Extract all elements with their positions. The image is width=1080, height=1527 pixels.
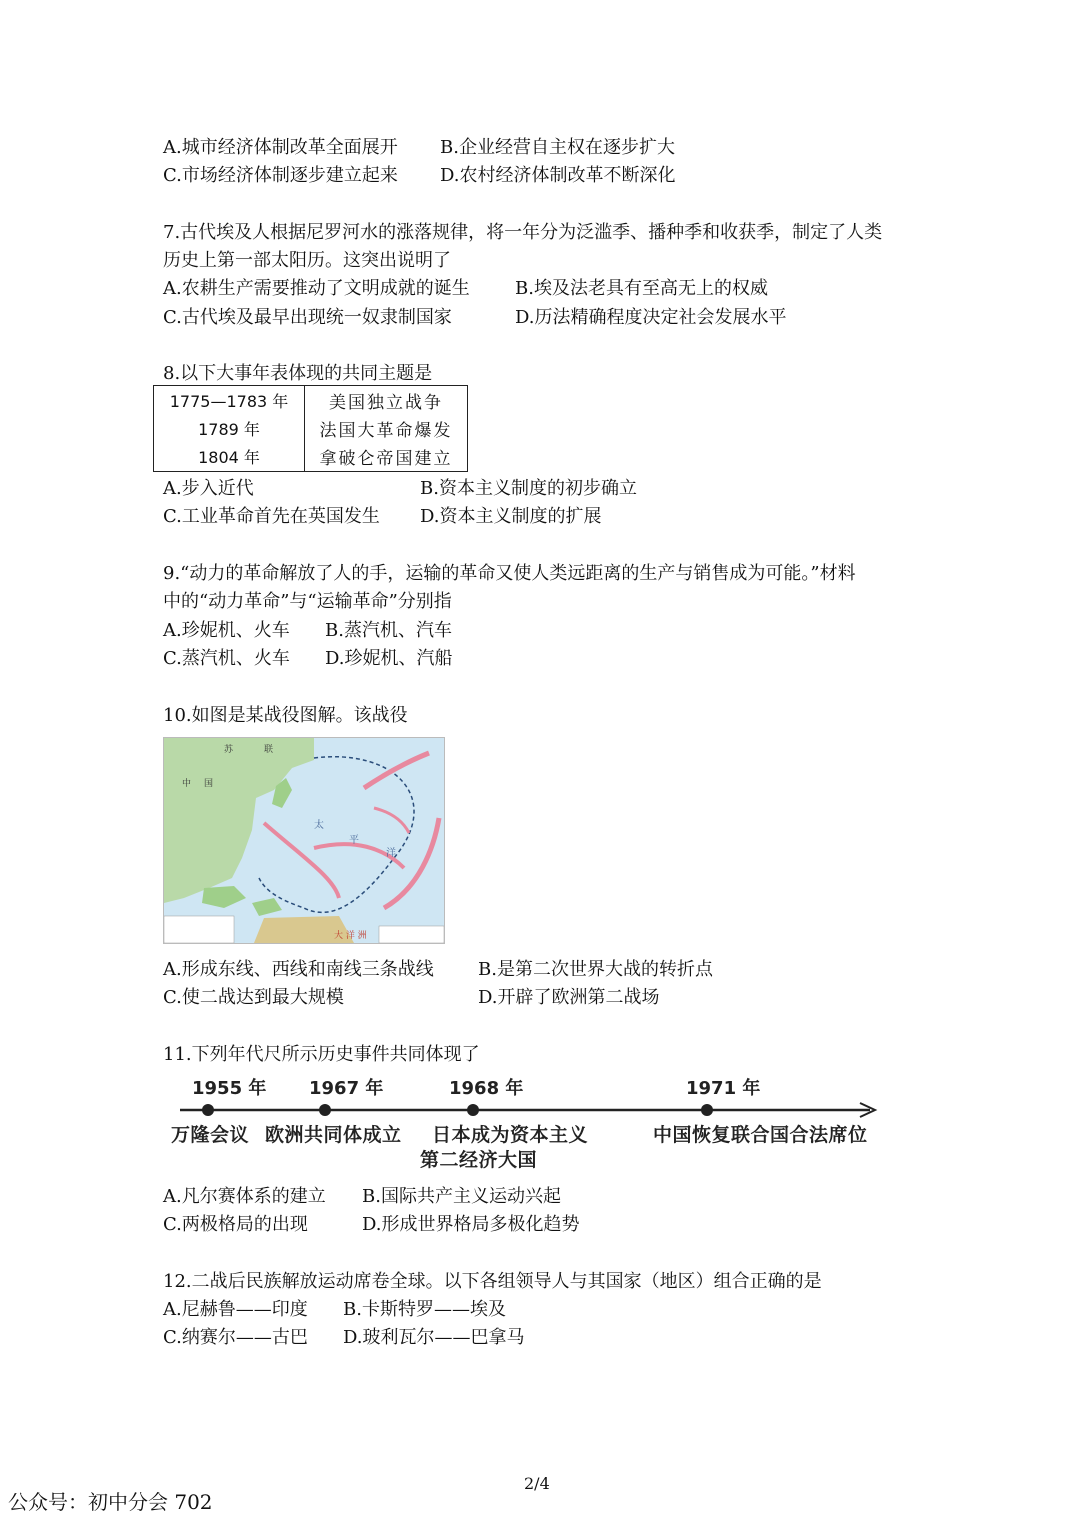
timeline-year: 1967 年 bbox=[309, 1078, 384, 1099]
q12-option-c: C.纳赛尔——古巴 bbox=[163, 1327, 308, 1348]
map-label-china: 中 bbox=[182, 779, 192, 789]
table-year: 1804 年 bbox=[154, 443, 305, 472]
timeline-event: 欧洲共同体成立 bbox=[265, 1124, 402, 1146]
page-number: 2/4 bbox=[524, 1474, 550, 1493]
q12-option-a: A.尼赫鲁——印度 bbox=[163, 1299, 308, 1320]
q9-option-d: D.珍妮机、汽船 bbox=[325, 648, 453, 669]
table-event: 拿破仑帝国建立 bbox=[319, 449, 453, 470]
q11-option-c: C.两极格局的出现 bbox=[163, 1214, 308, 1235]
q11-stem: 11.下列年代尺所示历史事件共同体现了 bbox=[163, 1044, 480, 1065]
q7-stem-line2: 历史上第一部太阳历。这突出说明了 bbox=[163, 250, 451, 271]
q6-option-c: C.市场经济体制逐步建立起来 bbox=[163, 165, 398, 186]
table-year: 1775—1783 年 bbox=[154, 386, 305, 415]
map-label-ocean2: 平 bbox=[349, 835, 359, 846]
q7-option-a: A.农耕生产需要推动了文明成就的诞生 bbox=[163, 278, 470, 299]
q11-option-d: D.形成世界格局多极化趋势 bbox=[362, 1214, 580, 1235]
q10-option-b: B.是第二次世界大战的转折点 bbox=[478, 959, 713, 980]
q12-option-d: D.玻利瓦尔——巴拿马 bbox=[343, 1327, 525, 1348]
q8-option-b: B.资本主义制度的初步确立 bbox=[420, 478, 637, 499]
q12-stem: 12.二战后民族解放运动席卷全球。以下各组领导人与其国家（地区）组合正确的是 bbox=[163, 1271, 822, 1292]
q8-option-d: D.资本主义制度的扩展 bbox=[420, 506, 602, 527]
map-label-ussr: 苏 bbox=[224, 745, 234, 755]
battle-map-image bbox=[164, 738, 444, 943]
map-label-ocean1: 太 bbox=[314, 820, 324, 831]
q10-option-d: D.开辟了欧洲第二战场 bbox=[478, 987, 660, 1008]
table-event: 法国大革命爆发 bbox=[319, 420, 453, 441]
q7-option-b: B.埃及法老具有至高无上的权威 bbox=[515, 278, 768, 299]
q11-option-b: B.国际共产主义运动兴起 bbox=[362, 1186, 561, 1207]
q8-option-c: C.工业革命首先在英国发生 bbox=[163, 506, 380, 527]
q7-option-d: D.历法精确程度决定社会发展水平 bbox=[515, 307, 787, 328]
q7-option-c: C.古代埃及最早出现统一奴隶制国家 bbox=[163, 307, 452, 328]
timeline-event: 日本成为资本主义 bbox=[432, 1124, 589, 1146]
timeline-year: 1971 年 bbox=[686, 1078, 761, 1099]
table-event: 美国独立战争 bbox=[329, 392, 443, 413]
battle-map bbox=[163, 737, 445, 944]
timeline-event: 中国恢复联合国合法席位 bbox=[653, 1124, 868, 1146]
timeline-event-line2: 第二经济大国 bbox=[420, 1149, 538, 1171]
table-row bbox=[154, 386, 468, 415]
q12-option-b: B.卡斯特罗——埃及 bbox=[343, 1299, 506, 1320]
events-table bbox=[153, 385, 468, 472]
table-row bbox=[154, 414, 468, 442]
q9-option-c: C.蒸汽机、火车 bbox=[163, 648, 290, 669]
timeline-axis bbox=[165, 1068, 885, 1128]
timeline-event: 万隆会议 bbox=[171, 1124, 250, 1146]
q10-option-c: C.使二战达到最大规模 bbox=[163, 987, 344, 1008]
watermark-text: 公众号：初中分会 702 bbox=[8, 1490, 213, 1514]
q9-stem-line2: 中的“动力革命”与“运输革命”分别指 bbox=[163, 591, 452, 612]
table-row bbox=[154, 443, 468, 472]
q6-option-a: A.城市经济体制改革全面展开 bbox=[163, 137, 398, 158]
q10-option-a: A.形成东线、西线和南线三条战线 bbox=[163, 959, 434, 980]
timeline-year: 1955 年 bbox=[192, 1078, 267, 1099]
q8-stem: 8.以下大事年表体现的共同主题是 bbox=[163, 363, 433, 384]
q7-stem-line1: 7.古代埃及人根据尼罗河水的涨落规律，将一年分为泛滥季、播种季和收获季，制定了人类 bbox=[163, 222, 883, 243]
map-label-oceania: 大 洋 洲 bbox=[334, 931, 367, 941]
table-year: 1789 年 bbox=[154, 414, 305, 442]
q8-option-a: A.步入近代 bbox=[163, 478, 254, 499]
q6-option-d: D.农村经济体制改革不断深化 bbox=[440, 165, 676, 186]
map-label-ocean3: 洋 bbox=[386, 848, 396, 859]
q6-option-b: B.企业经营自主权在逐步扩大 bbox=[440, 137, 675, 158]
q9-option-b: B.蒸汽机、汽车 bbox=[325, 620, 452, 641]
q11-option-a: A.凡尔赛体系的建立 bbox=[163, 1186, 326, 1207]
map-label-china2: 国 bbox=[204, 779, 214, 789]
q10-stem: 10.如图是某战役图解。该战役 bbox=[163, 705, 408, 726]
q9-stem-line1: 9.“动力的革命解放了人的手，运输的革命又使人类远距离的生产与销售成为可能。”材料 bbox=[163, 563, 856, 584]
q9-option-a: A.珍妮机、火车 bbox=[163, 620, 290, 641]
timeline-year: 1968 年 bbox=[449, 1078, 524, 1099]
timeline bbox=[165, 1068, 885, 1178]
map-label-ussr2: 联 bbox=[264, 745, 274, 755]
